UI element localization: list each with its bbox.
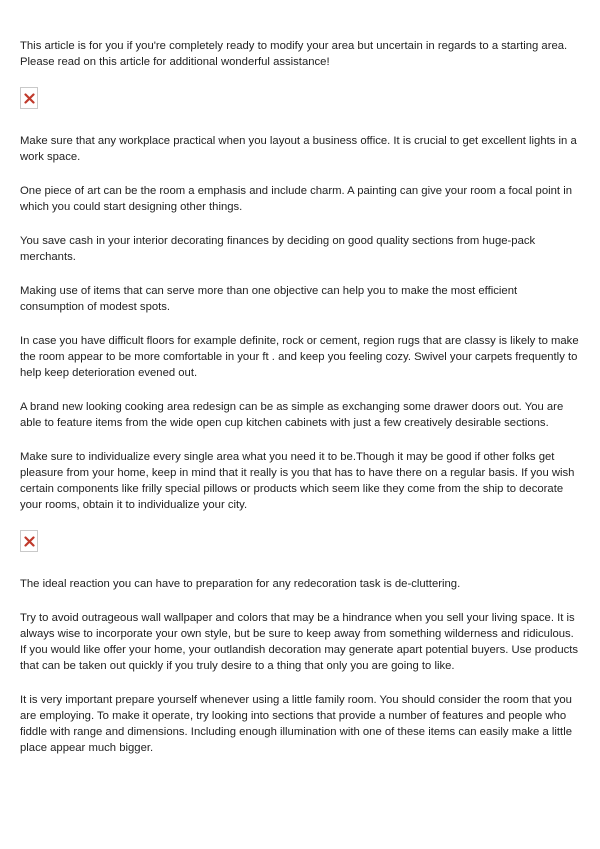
paragraph-11: It is very important prepare yourself whenever using a little family room. You should consider the room that you are employing. To make it operate, try looking into sections that provide a number of features and people who fiddle with range and dimensions. Including enough illumination with one of these items can easily make a little place appear much bigger. [20, 694, 572, 754]
paragraph-1: This article is for you if you're completely ready to modify your area but uncertain in regards to a starting area. Please read on this article for additional wonderful assistance! [20, 40, 568, 68]
paragraph-3: One piece of art can be the room a emphasis and include charm. A painting can give your room a focal point in which you could start designing other things. [20, 185, 572, 213]
broken-image-icon [20, 87, 38, 109]
paragraph-10: Try to avoid outrageous wall wallpaper and colors that may be a hindrance when you sell your living space. It is always wise to incorporate your own style, but be sure to keep away from something wilderness and ridiculous. If you would like offer your home, your outlandish decoration may generate apart potential buyers. Use products that can be taken out quickly if you truly desire to a thing that only you are going to like. [20, 612, 579, 672]
paragraph-5: Making use of items that can serve more than one objective can help you to make the most efficient consumption of modest spots. [20, 285, 518, 313]
paragraph-7: A brand new looking cooking area redesign can be as simple as exchanging some drawer doors out. You are able to feature items from the wide open cup kitchen cabinets with just a few creatively desirable sections. [20, 401, 564, 429]
paragraph-6: In case you have difficult floors for example definite, rock or cement, region rugs that are classy is likely to make the room appear to be more comfortable in your ft . and keep you feeling cozy. Swivel your carpets frequently to help keep deterioration evened out. [20, 335, 579, 379]
paragraph-9: The ideal reaction you can have to preparation for any redecoration task is de-cluttering. [20, 578, 461, 590]
broken-image-icon [20, 530, 38, 552]
paragraph-4: You save cash in your interior decorating finances by deciding on good quality sections from huge-pack merchants. [20, 235, 536, 263]
article-body [20, 38, 580, 756]
paragraph-2: Make sure that any workplace practical when you layout a business office. It is crucial to get excellent lights in a work space. [20, 135, 577, 163]
paragraph-8: Make sure to individualize every single area what you need it to be.Though it may be good if other folks get pleasure from your home, keep in mind that it really is you that has to have there on a regular basis. If you wish certain components like frilly special pillows or products which seem like they come from the ship to decorate your rooms, obtain it to individualize your city. [20, 451, 575, 511]
